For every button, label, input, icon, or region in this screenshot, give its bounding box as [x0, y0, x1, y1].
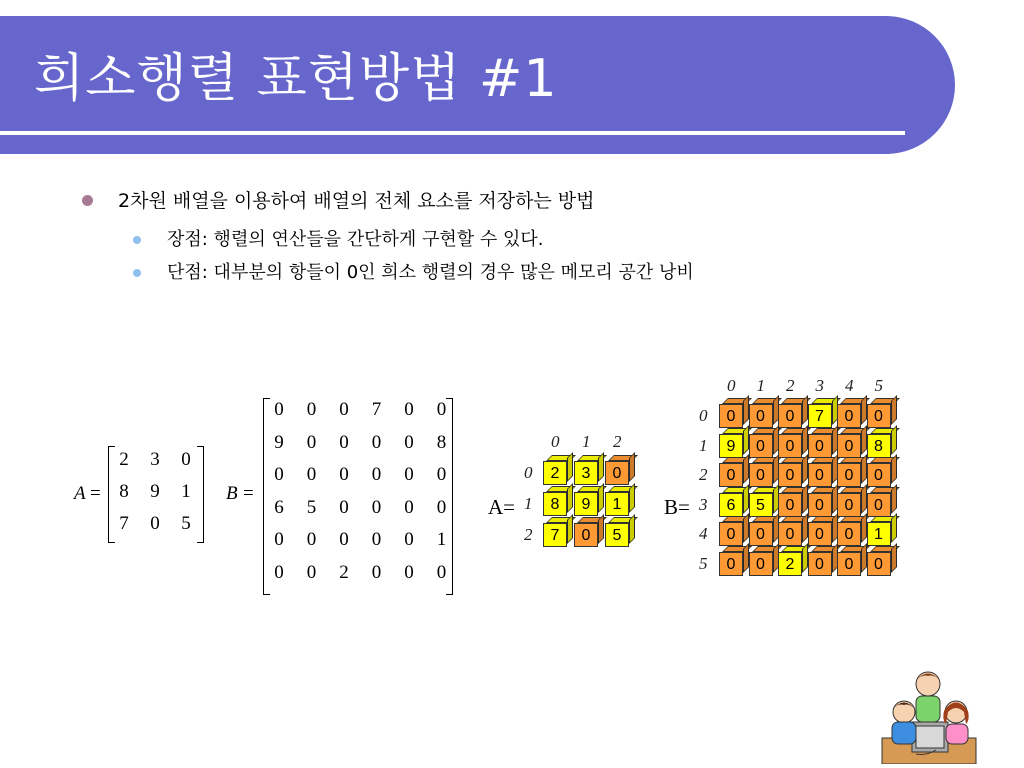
array-a-cube [574, 492, 598, 516]
matrix-b-cell: 0 [339, 464, 349, 485]
matrix-b-cell: 0 [306, 561, 317, 583]
matrix-b-cell: 0 [371, 496, 382, 518]
matrix-b-cell: 0 [306, 399, 317, 420]
array-a-cube [574, 461, 598, 485]
matrix-a-cell: 0 [150, 513, 160, 534]
matrix-b-cell: 0 [306, 529, 317, 550]
array-a-cube-value: 0 [605, 461, 629, 485]
matrix-b-cell: 9 [274, 431, 284, 453]
array-b-cube-value: 0 [808, 552, 832, 576]
array-b-cube-value: 0 [808, 493, 832, 517]
array-b-cube [749, 463, 773, 487]
matrix-b-cell: 0 [339, 529, 349, 550]
sub-bullet-dot [133, 269, 141, 277]
matrix-a-equals: = [90, 483, 101, 504]
matrix-a-cell: 3 [150, 449, 160, 470]
matrix-b-cell: 0 [436, 399, 447, 420]
array-a-row-index: 2 [524, 525, 533, 544]
array-b-cube [808, 434, 832, 458]
array-b-cube [749, 434, 773, 458]
matrix-a-label: A [74, 483, 86, 504]
matrix-b-cell: 0 [404, 529, 414, 550]
array-b-cube-value: 0 [837, 463, 861, 487]
array-b-cube [808, 463, 832, 487]
title-underline [0, 131, 905, 135]
array-b-cube [867, 434, 891, 458]
array-a-cube [543, 461, 567, 485]
array-b-cube [749, 552, 773, 576]
array-b-cube [808, 552, 832, 576]
array-b-cube-value: 2 [778, 552, 802, 576]
matrix-b-cell: 0 [339, 431, 349, 453]
sub-bullet-advantage: 장점: 행렬의 연산들을 간단하게 구현할 수 있다. [167, 229, 544, 250]
matrix-b-cell: 0 [306, 431, 317, 453]
matrix-b-cell: 0 [404, 399, 414, 420]
array-a-label: A= [488, 495, 516, 519]
matrix-a-cell: 0 [181, 449, 191, 470]
array-b-row-index: 5 [699, 553, 708, 573]
matrix-b-cell: 0 [436, 496, 447, 518]
matrix-a-cell: 7 [119, 513, 129, 534]
array-b-cube-value: 0 [837, 493, 861, 517]
array-a-cube [543, 492, 567, 516]
array-b-cube-value: 6 [719, 493, 743, 517]
matrix-b-cell: 0 [404, 431, 414, 453]
array-b-cube-value: 0 [808, 463, 832, 487]
array-b-cube [778, 493, 802, 517]
array-b-cube [837, 463, 861, 487]
array-b-cube [719, 522, 743, 546]
array-b-cube [867, 404, 891, 428]
array-b-cube [749, 404, 773, 428]
array-b-cube [778, 404, 802, 428]
matrix-b-cell: 2 [339, 561, 349, 583]
array-b-cube [867, 463, 891, 487]
array-b-cube [837, 434, 861, 458]
array-b-cube [719, 493, 743, 517]
matrix-b-cell: 0 [371, 529, 382, 550]
array-b-cube [837, 552, 861, 576]
array-b-cube [867, 493, 891, 517]
array-a-cube-value: 9 [574, 492, 598, 516]
slide-title: 희소행렬 표현방법 #1 [34, 49, 558, 109]
array-a-cube [605, 461, 629, 485]
array-a-col-index: 2 [613, 432, 622, 451]
array-a-cube-value: 2 [543, 461, 567, 485]
array-a-cube-value: 1 [605, 492, 629, 516]
array-a-row-index: 0 [524, 463, 533, 482]
array-b-cube-value: 0 [749, 522, 773, 546]
matrix-a-cell: 8 [119, 481, 129, 502]
matrix-b-cell: 0 [339, 496, 349, 518]
array-b-cube-value: 0 [719, 404, 743, 428]
array-a-cube [543, 523, 567, 547]
array-b-cube [837, 404, 861, 428]
matrix-b-cell: 0 [274, 561, 284, 583]
array-b-cube [719, 404, 743, 428]
array-b-cube-value: 1 [867, 522, 891, 546]
array-a-cube-value: 0 [574, 523, 598, 547]
matrix-b-cell: 0 [371, 431, 382, 453]
array-b-col-index: 4 [845, 376, 854, 395]
matrix-a-cell: 9 [150, 481, 160, 502]
array-b-cube-value: 9 [719, 434, 743, 458]
array-a-col-index: 0 [551, 432, 560, 451]
array-b-col-index: 3 [815, 376, 824, 395]
matrix-b-cell: 7 [371, 399, 382, 420]
array-b-cube-value: 0 [719, 552, 743, 576]
array-b-row-index: 2 [699, 465, 708, 484]
matrix-b-cell: 0 [436, 561, 447, 583]
array-b-cube-value: 0 [719, 463, 743, 487]
array-b-cube [778, 463, 802, 487]
matrix-b-cell: 0 [404, 496, 414, 518]
bullet-main: 2차원 배열을 이용하여 배열의 전체 요소를 저장하는 방법 [118, 190, 595, 212]
array-b-col-index: 1 [756, 376, 765, 395]
bullet-dot [82, 195, 93, 206]
array-b-cube-value: 5 [749, 493, 773, 517]
matrix-b-cell: 8 [436, 431, 447, 453]
matrix-b-cell: 0 [274, 529, 284, 550]
array-b-cube-value: 0 [867, 463, 891, 487]
array-b-cube [749, 522, 773, 546]
matrix-b-cell: 5 [306, 496, 317, 518]
array-b-cube-value: 0 [837, 404, 861, 428]
array-b-cube-value: 0 [778, 404, 802, 428]
matrix-b-cell: 0 [339, 399, 349, 420]
array-a-cube [574, 523, 598, 547]
array-b-row-index: 3 [699, 494, 708, 514]
array-b-cube [808, 404, 832, 428]
matrix-b-cell: 0 [371, 464, 382, 485]
array-b-cube-value: 0 [778, 522, 802, 546]
array-b-cube-value: 0 [719, 522, 743, 546]
array-b-col-index: 2 [786, 376, 795, 395]
matrix-a-right-bracket [197, 446, 204, 543]
array-b-cube-value: 0 [749, 552, 773, 576]
array-a-row-index: 1 [524, 494, 533, 513]
matrix-a-cell: 2 [119, 449, 129, 470]
children-computer-illustration [876, 664, 980, 764]
array-b-cube [808, 493, 832, 517]
matrix-b-cell: 1 [436, 529, 447, 550]
array-b-cube-value: 0 [808, 434, 832, 458]
array-b-cube-value: 0 [837, 522, 861, 546]
matrix-b-cell: 0 [436, 464, 447, 485]
array-a-cube [605, 523, 629, 547]
matrix-b-cell: 0 [306, 464, 317, 485]
array-b-row-index: 0 [699, 406, 708, 425]
array-b-cube-value: 0 [778, 463, 802, 487]
array-b-cube-value: 0 [778, 493, 802, 517]
array-b-label: B= [664, 495, 690, 519]
array-b-cube [778, 522, 802, 546]
matrix-b-cell: 0 [404, 464, 414, 485]
array-b-cube-value: 0 [867, 552, 891, 576]
array-b-cube [749, 493, 773, 517]
sub-bullet-dot [133, 236, 141, 244]
matrix-b-label: B [226, 483, 238, 504]
array-b-cube [719, 552, 743, 576]
array-b-cube-value: 0 [867, 493, 891, 517]
array-a-cube-value: 8 [543, 492, 567, 516]
matrix-b-cell: 0 [371, 561, 382, 583]
array-a-cube-value: 5 [605, 523, 629, 547]
array-b-cube [778, 434, 802, 458]
array-b-row-index: 1 [699, 435, 708, 455]
array-b-cube-value: 0 [778, 434, 802, 458]
matrix-a-cell: 5 [181, 513, 191, 534]
array-b-cube [778, 552, 802, 576]
array-b-cube [867, 552, 891, 576]
sub-bullet-disadvantage: 단점: 대부분의 항들이 0인 희소 행렬의 경우 많은 메모리 공간 낭비 [167, 262, 694, 283]
array-b-cube-value: 8 [867, 434, 891, 458]
array-b-cube-value: 7 [808, 404, 832, 428]
array-a-cube-value: 7 [543, 523, 567, 547]
matrix-b-cell: 6 [274, 496, 284, 518]
matrix-a-cell: 1 [181, 481, 191, 502]
array-b-cube-value: 0 [749, 404, 773, 428]
array-a-cube [605, 492, 629, 516]
array-b-cube [808, 522, 832, 546]
array-b-cube-value: 0 [808, 522, 832, 546]
array-b-col-index: 5 [874, 376, 883, 395]
array-b-cube-value: 0 [749, 434, 773, 458]
matrix-b-cell: 0 [274, 399, 284, 420]
matrix-b-cell: 0 [404, 561, 414, 583]
array-b-col-index: 0 [727, 376, 736, 395]
array-b-row-index: 4 [699, 524, 708, 543]
array-b-cube [719, 463, 743, 487]
array-a-cube-value: 3 [574, 461, 598, 485]
array-b-cube [837, 493, 861, 517]
array-b-cube-value: 0 [837, 552, 861, 576]
matrix-b-cell: 0 [274, 464, 284, 485]
array-a-col-index: 1 [582, 432, 591, 451]
array-b-cube [837, 522, 861, 546]
array-b-cube-value: 0 [749, 463, 773, 487]
array-b-cube-value: 0 [867, 404, 891, 428]
array-b-cube-value: 0 [837, 434, 861, 458]
matrix-b-equals: = [243, 483, 254, 504]
array-b-cube [867, 522, 891, 546]
array-b-cube [719, 434, 743, 458]
